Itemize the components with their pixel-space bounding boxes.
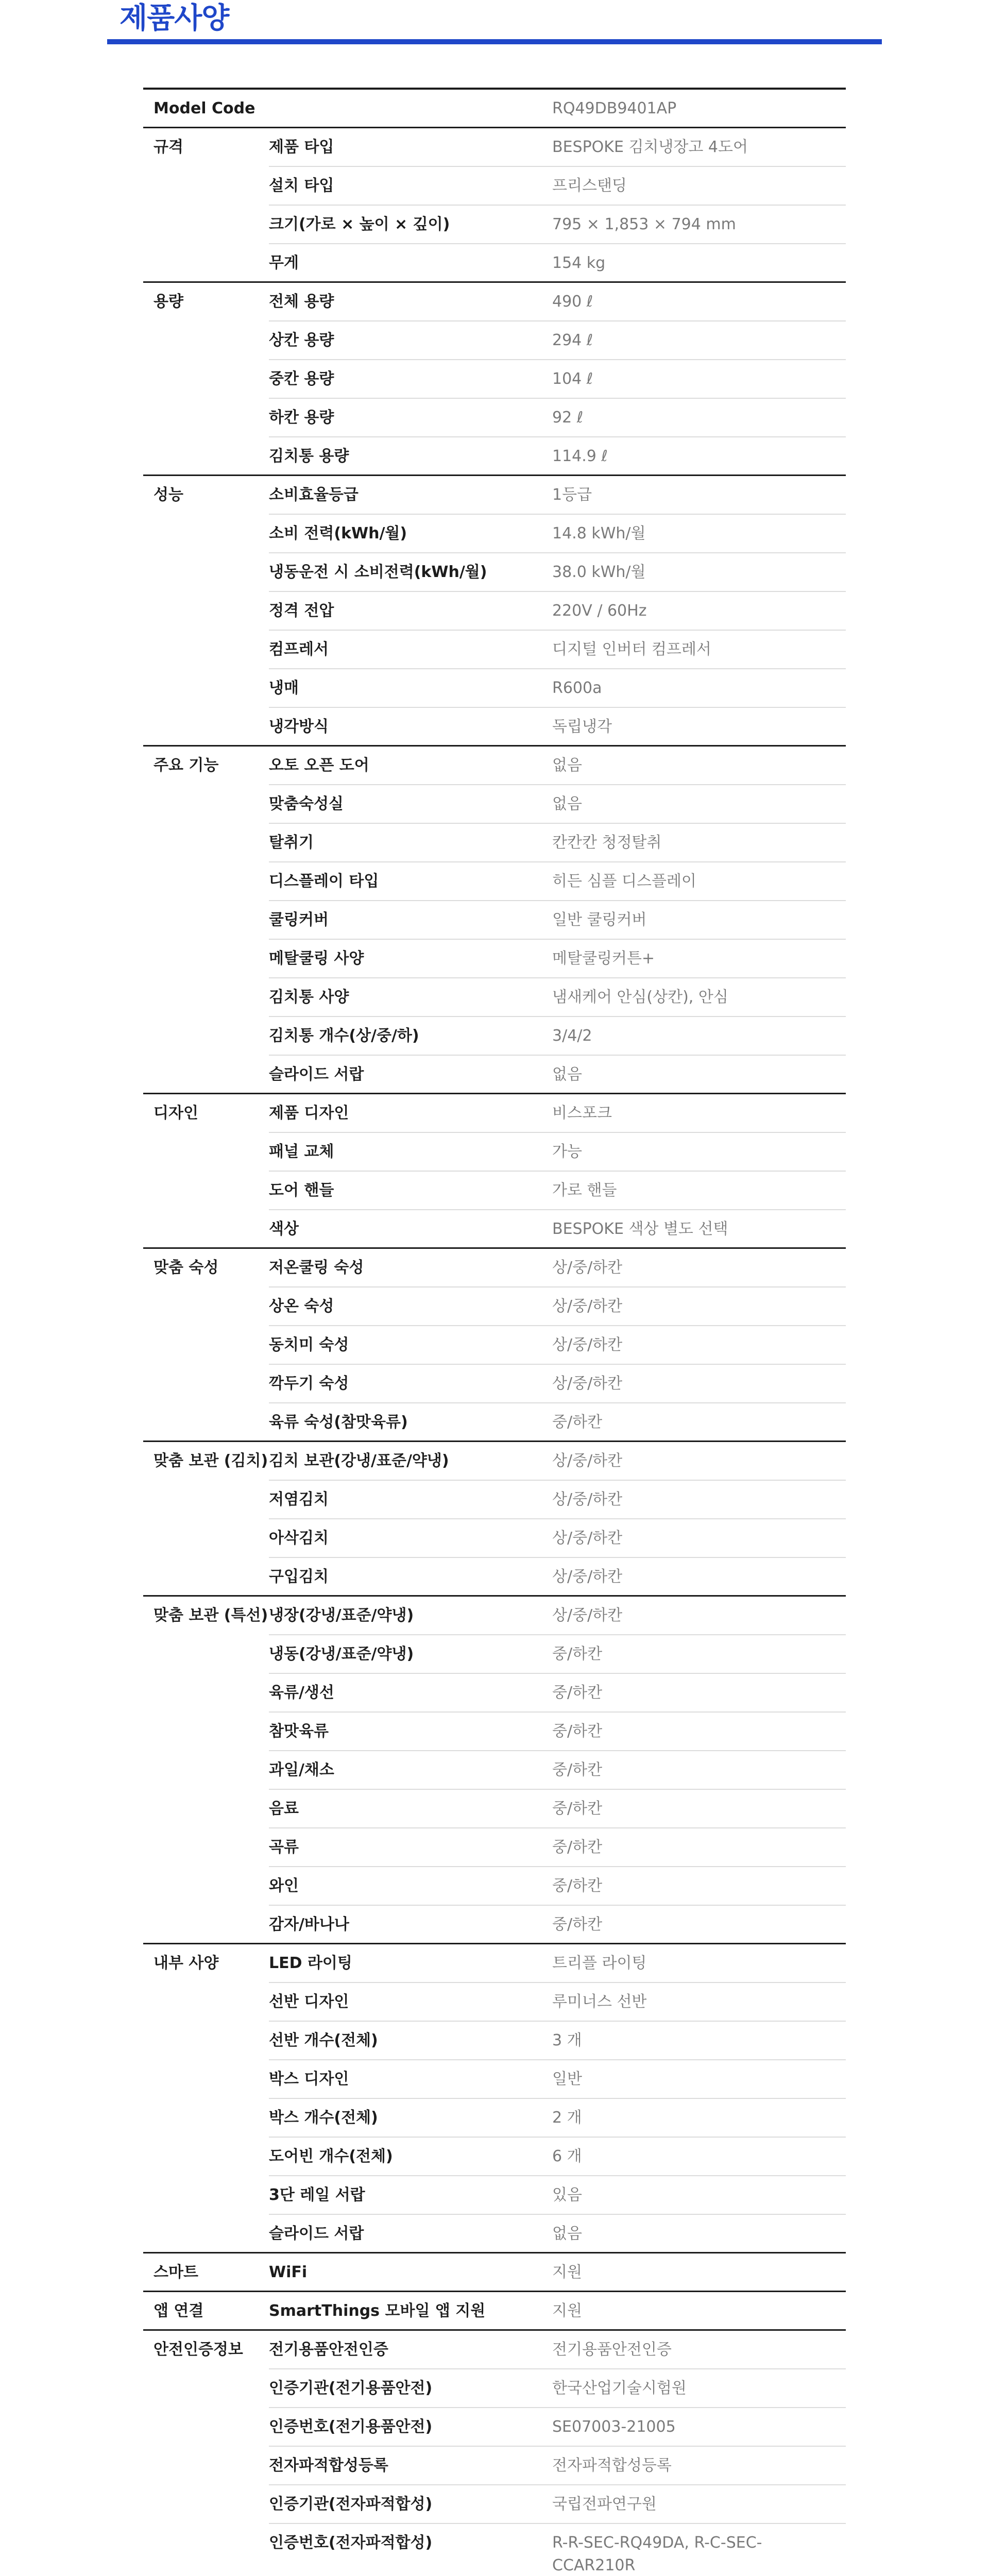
spec-value: 220V / 60Hz: [552, 600, 846, 631]
spec-label: 소비효율등급: [269, 484, 552, 515]
spec-category: 안전인증정보: [154, 2341, 243, 2359]
spec-label: 육류 숙성(참맛육류): [269, 1413, 408, 1431]
spec-row: [143, 708, 846, 747]
spec-row: [143, 1790, 846, 1828]
spec-label: 도어빈 개수(전체): [269, 2145, 552, 2176]
spec-value: 중/하칸: [552, 1759, 846, 1790]
spec-value: 490 ℓ: [552, 291, 846, 321]
spec-row: [143, 2408, 846, 2447]
spec-row: [143, 2176, 846, 2215]
spec-row: [143, 2060, 846, 2099]
spec-row: [143, 592, 846, 631]
spec-category: 스마트: [154, 2263, 198, 2281]
spec-label: 곡류: [269, 1836, 552, 1867]
spec-row: [143, 1674, 846, 1713]
spec-value: 비스포크: [552, 1102, 846, 1133]
spec-value: 히든 심플 디스플레이: [552, 870, 846, 901]
spec-value: 2 개: [552, 2107, 846, 2138]
spec-label: 인증번호(전자파적합성): [269, 2534, 433, 2552]
spec-label: 하칸 용량: [269, 406, 552, 437]
spec-row: [143, 1481, 846, 1519]
spec-row: [143, 2447, 846, 2485]
spec-label: 선반 디자인: [269, 1991, 552, 2022]
spec-row: [143, 1133, 846, 1172]
spec-value: 지원: [552, 2263, 582, 2281]
spec-label: 설치 타입: [269, 175, 552, 206]
spec-label: 오토 오픈 도어: [269, 754, 552, 785]
spec-row: [143, 1519, 846, 1558]
spec-row: [143, 1713, 846, 1751]
spec-value: 디지털 인버터 컴프레서: [552, 638, 846, 669]
spec-value: 3 개: [552, 2029, 846, 2060]
spec-row: [143, 1172, 846, 1210]
spec-label: 제품 디자인: [269, 1102, 552, 1133]
spec-row: [143, 1249, 846, 1287]
spec-value: 3/4/2: [552, 1025, 846, 1056]
spec-row: [143, 2138, 846, 2176]
spec-value: 154 kg: [552, 254, 606, 272]
spec-value: 없음: [552, 754, 846, 785]
spec-label: 김치통 개수(상/중/하): [269, 1025, 552, 1056]
spec-category: 맞춤 보관 (김치): [154, 1452, 268, 1470]
spec-row: [143, 940, 846, 978]
spec-value: 가로 핸들: [552, 1179, 846, 1210]
spec-value: 상/중/하칸: [552, 1604, 846, 1635]
spec-row: [143, 1828, 846, 1867]
spec-label: 쿨링커버: [269, 909, 552, 940]
spec-label: 크기(가로 × 높이 × 깊이): [269, 213, 552, 244]
spec-row: [143, 1558, 846, 1597]
spec-category: 주요 기능: [154, 756, 219, 774]
page-header: [107, 0, 882, 44]
spec-row: [143, 2331, 846, 2369]
spec-row: [143, 978, 846, 1017]
spec-label: 박스 개수(전체): [269, 2107, 552, 2138]
spec-label: 메탈쿨링 사양: [269, 947, 552, 978]
spec-label: 동치미 숙성: [269, 1334, 552, 1365]
spec-row: [143, 1365, 846, 1403]
spec-value: 있음: [552, 2184, 846, 2215]
spec-value: R-R-SEC-RQ49DA, R-C-SEC-CCAR210R: [552, 2534, 762, 2574]
spec-label: 컴프레서: [269, 638, 552, 669]
spec-value: 없음: [552, 1065, 582, 1083]
spec-label: 참맛육류: [269, 1720, 552, 1751]
spec-row: [143, 1906, 846, 1944]
spec-label: 패널 교체: [269, 1141, 552, 1172]
spec-value: 전자파적합성등록: [552, 2454, 846, 2485]
spec-table: [143, 88, 846, 2576]
spec-value: 상/중/하칸: [552, 1372, 846, 1403]
spec-label: 슬라이드 서랍: [269, 2225, 364, 2243]
spec-row: [143, 1751, 846, 1790]
spec-label: 전자파적합성등록: [269, 2454, 552, 2485]
spec-value: 지원: [552, 2302, 582, 2320]
spec-category: 디자인: [154, 1104, 198, 1122]
spec-row: [143, 747, 846, 785]
spec-row: [143, 1094, 846, 1133]
spec-label: 음료: [269, 1798, 552, 1828]
spec-row: [143, 901, 846, 940]
model-code-value: RQ49DB9401AP: [552, 99, 677, 117]
spec-category: 규격: [154, 138, 183, 156]
spec-label: 전기용품안전인증: [269, 2338, 552, 2369]
spec-row: [143, 2022, 846, 2060]
spec-value: 38.0 kWh/월: [552, 561, 846, 592]
page-title: 제품사양: [120, 2, 229, 35]
spec-row: [143, 1017, 846, 1056]
spec-row: [143, 515, 846, 553]
spec-row: [143, 437, 846, 476]
spec-label: 소비 전력(kWh/월): [269, 522, 552, 553]
spec-label: 중칸 용량: [269, 368, 552, 399]
spec-value: BESPOKE 김치냉장고 4도어: [552, 136, 846, 167]
spec-value: BESPOKE 색상 별도 선택: [552, 1220, 728, 1238]
spec-value: 92 ℓ: [552, 406, 846, 437]
spec-value: 중/하칸: [552, 1836, 846, 1867]
spec-row: [143, 2485, 846, 2524]
spec-label: WiFi: [269, 2263, 308, 2281]
spec-row: [143, 1326, 846, 1365]
spec-label: 3단 레일 서랍: [269, 2184, 552, 2215]
model-code-row: [143, 90, 846, 128]
spec-value: 중/하칸: [552, 1643, 846, 1674]
spec-label: 아삭김치: [269, 1527, 552, 1558]
spec-label: 맞춤숙성실: [269, 793, 552, 824]
spec-label: 과일/채소: [269, 1759, 552, 1790]
spec-label: 냉동운전 시 소비전력(kWh/월): [269, 561, 552, 592]
spec-label: 냉매: [269, 677, 552, 708]
spec-label: 와인: [269, 1875, 552, 1906]
spec-value: 트리플 라이팅: [552, 1952, 846, 1983]
spec-label: 냉장(강냉/표준/약냉): [269, 1604, 552, 1635]
spec-label: 제품 타입: [269, 136, 552, 167]
spec-label: 인증번호(전기용품안전): [269, 2416, 552, 2447]
spec-row: [143, 283, 846, 321]
spec-row: [143, 244, 846, 283]
spec-row: [143, 128, 846, 167]
spec-value: 국립전파연구원: [552, 2493, 846, 2524]
spec-row: [143, 824, 846, 862]
spec-label: 깍두기 숙성: [269, 1372, 552, 1403]
spec-row: [143, 2369, 846, 2408]
spec-value: 중/하칸: [552, 1720, 846, 1751]
spec-value: 일반 쿨링커버: [552, 909, 846, 940]
spec-row: [143, 785, 846, 824]
spec-label: 인증기관(전자파적합성): [269, 2493, 552, 2524]
spec-row: [143, 1635, 846, 1674]
spec-category: 앱 연결: [154, 2302, 204, 2320]
spec-value: 프리스탠딩: [552, 175, 846, 206]
spec-category: 용량: [154, 293, 183, 311]
spec-value: 칸칸칸 청정탈취: [552, 832, 846, 862]
spec-label: 구입김치: [269, 1568, 329, 1586]
spec-value: 상/중/하칸: [552, 1527, 846, 1558]
spec-row: [143, 1287, 846, 1326]
spec-value: 104 ℓ: [552, 368, 846, 399]
spec-label: 저염김치: [269, 1488, 552, 1519]
spec-label: 냉동(강냉/표준/약냉): [269, 1643, 552, 1674]
spec-value: 가능: [552, 1141, 846, 1172]
spec-value: 중/하칸: [552, 1413, 603, 1431]
spec-row: [143, 553, 846, 592]
spec-label: LED 라이팅: [269, 1952, 552, 1983]
spec-value: 루미너스 선반: [552, 1991, 846, 2022]
spec-label: 육류/생선: [269, 1682, 552, 1713]
spec-row: [143, 1944, 846, 1983]
spec-row: [143, 1403, 846, 1442]
spec-value: 중/하칸: [552, 1682, 846, 1713]
spec-value: 상/중/하칸: [552, 1488, 846, 1519]
spec-label: 상칸 용량: [269, 329, 552, 360]
spec-value: 14.8 kWh/월: [552, 522, 846, 553]
spec-value: 상/중/하칸: [552, 1257, 846, 1287]
spec-row: [143, 2253, 846, 2292]
spec-value: SE07003-21005: [552, 2416, 846, 2447]
spec-row: [143, 476, 846, 515]
spec-label: 김치 보관(강냉/표준/약냉): [269, 1450, 552, 1481]
spec-value: 6 개: [552, 2145, 846, 2176]
spec-label: 인증기관(전기용품안전): [269, 2377, 552, 2408]
spec-label: SmartThings 모바일 앱 지원: [269, 2302, 486, 2320]
spec-value: 냄새케어 안심(상칸), 안심: [552, 986, 846, 1017]
spec-label: 전체 용량: [269, 291, 552, 321]
spec-label: 박스 디자인: [269, 2068, 552, 2099]
spec-row: [143, 360, 846, 399]
spec-category: 성능: [154, 486, 183, 504]
spec-row: [143, 167, 846, 206]
spec-label: 도어 핸들: [269, 1179, 552, 1210]
spec-value: 중/하칸: [552, 1875, 846, 1906]
spec-label: 저온쿨링 숙성: [269, 1257, 552, 1287]
spec-row: [143, 1597, 846, 1635]
spec-category: 내부 사양: [154, 1954, 219, 1972]
spec-value: R600a: [552, 677, 846, 708]
spec-value: 없음: [552, 2225, 582, 2243]
spec-value: 없음: [552, 793, 846, 824]
spec-row: [143, 399, 846, 437]
spec-value: 1등급: [552, 484, 846, 515]
spec-value: 독립냉각: [552, 718, 612, 736]
spec-label: 김치통 사양: [269, 986, 552, 1017]
spec-label: 정격 전압: [269, 600, 552, 631]
spec-row: [143, 669, 846, 708]
spec-label: 상온 숙성: [269, 1295, 552, 1326]
spec-value: 메탈쿨링커튼+: [552, 947, 846, 978]
spec-value: 상/중/하칸: [552, 1450, 846, 1481]
spec-label: 감자/바나나: [269, 1916, 349, 1934]
spec-label: 색상: [269, 1220, 299, 1238]
spec-row: [143, 2099, 846, 2138]
spec-row: [143, 206, 846, 244]
spec-row: [143, 1442, 846, 1481]
spec-value: 한국산업기술시험원: [552, 2377, 846, 2408]
spec-row: [143, 862, 846, 901]
spec-value: 795 × 1,853 × 794 mm: [552, 213, 846, 244]
spec-label: 디스플레이 타입: [269, 870, 552, 901]
spec-value: 114.9 ℓ: [552, 447, 608, 465]
spec-category: 맞춤 숙성: [154, 1259, 219, 1277]
spec-row: [143, 1867, 846, 1906]
spec-value: 상/중/하칸: [552, 1568, 623, 1586]
spec-value: 294 ℓ: [552, 329, 846, 360]
spec-value: 일반: [552, 2068, 846, 2099]
spec-value: 상/중/하칸: [552, 1295, 846, 1326]
spec-value: 전기용품안전인증: [552, 2338, 846, 2369]
spec-label: 무게: [269, 254, 299, 272]
spec-value: 상/중/하칸: [552, 1334, 846, 1365]
spec-label: 탈취기: [269, 832, 552, 862]
spec-row: [143, 1983, 846, 2022]
spec-label: 선반 개수(전체): [269, 2029, 552, 2060]
spec-label: 김치통 용량: [269, 447, 349, 465]
model-code-label: Model Code: [154, 99, 255, 117]
spec-value: 중/하칸: [552, 1916, 603, 1934]
spec-label: 냉각방식: [269, 718, 329, 736]
spec-row: [143, 321, 846, 360]
spec-row: [143, 2292, 846, 2331]
spec-row: [143, 631, 846, 669]
spec-row: [143, 1210, 846, 1249]
spec-row: [143, 1056, 846, 1094]
spec-value: 중/하칸: [552, 1798, 846, 1828]
spec-category: 맞춤 보관 (특선): [154, 1606, 268, 1624]
spec-row: [143, 2524, 846, 2576]
spec-row: [143, 2215, 846, 2253]
spec-label: 슬라이드 서랍: [269, 1065, 364, 1083]
